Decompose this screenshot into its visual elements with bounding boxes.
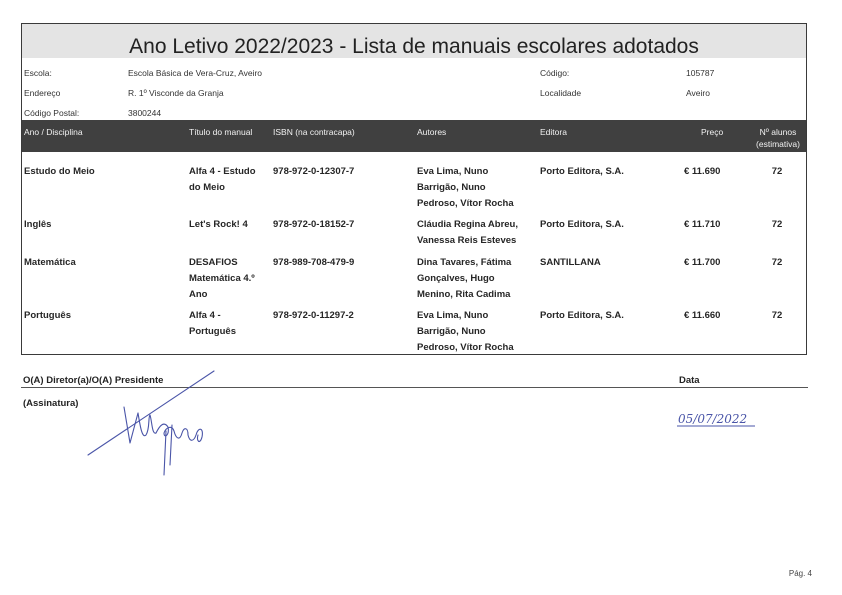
row-autores-line: Pedroso, Vítor Rocha [417, 342, 514, 353]
row-autores-line: Vanessa Reis Esteves [417, 235, 517, 246]
handwritten-signature [80, 365, 220, 480]
codigo-label: Código: [540, 68, 570, 78]
header-alunos: Nº alunos [759, 127, 797, 137]
codigo-postal-label: Código Postal: [24, 108, 80, 118]
assinatura-label: (Assinatura) [23, 398, 79, 409]
row-alunos: 72 [771, 310, 783, 321]
row-preco: € 11.700 [684, 257, 721, 268]
row-titulo-line: Alfa 4 - Estudo [189, 166, 256, 177]
codigo-postal-value: 3800244 [128, 108, 162, 118]
row-isbn: 978-972-0-11297-2 [273, 310, 354, 321]
row-autores-line: Gonçalves, Hugo [417, 273, 495, 284]
header-preco: Preço [701, 127, 724, 137]
row-disciplina: Estudo do Meio [24, 166, 95, 177]
header-disciplina: Ano / Disciplina [24, 127, 83, 137]
endereco-label: Endereço [24, 88, 61, 98]
localidade-value: Aveiro [686, 88, 710, 98]
header-titulo: Título do manual [189, 127, 253, 137]
row-preco: € 11.690 [684, 166, 721, 177]
endereco-value: R. 1º Visconde da Granja [128, 88, 224, 98]
row-titulo-line: Alfa 4 - [189, 310, 221, 321]
row-editora: Porto Editora, S.A. [540, 310, 624, 321]
row-preco: € 11.710 [684, 219, 721, 230]
row-titulo-line: DESAFIOS [189, 257, 238, 268]
row-alunos: 72 [771, 166, 783, 177]
header-isbn: ISBN (na contracapa) [273, 127, 355, 137]
escola-label: Escola: [24, 68, 52, 78]
row-autores-line: Barrigão, Nuno [417, 182, 486, 193]
row-autores-line: Menino, Rita Cadima [417, 289, 511, 300]
row-alunos: 72 [771, 257, 783, 268]
row-titulo-line: Português [189, 326, 236, 337]
row-titulo-line: Ano [189, 289, 208, 300]
row-autores-line: Pedroso, Vítor Rocha [417, 198, 514, 209]
handwritten-date-text: 05/07/2022 [678, 412, 748, 426]
row-autores-line: Eva Lima, Nuno [417, 166, 489, 177]
row-titulo-line: Let's Rock! 4 [189, 219, 248, 230]
handwritten-date [675, 403, 765, 433]
row-autores-line: Dina Tavares, Fátima [417, 257, 512, 268]
director-label: O(A) Diretor(a)/O(A) Presidente [23, 375, 164, 386]
row-isbn: 978-972-0-18152-7 [273, 219, 355, 230]
table-header [22, 120, 806, 152]
document-title: Ano Letivo 2022/2023 - Lista de manuais escolares adotados [22, 24, 806, 58]
row-disciplina: Matemática [24, 257, 76, 268]
row-autores-line: Cláudia Regina Abreu, [417, 219, 518, 230]
row-disciplina: Inglês [24, 219, 52, 230]
row-editora: Porto Editora, S.A. [540, 166, 624, 177]
escola-value: Escola Básica de Vera-Cruz, Aveiro [128, 68, 263, 78]
row-editora: Porto Editora, S.A. [540, 219, 624, 230]
row-autores-line: Eva Lima, Nuno [417, 310, 489, 321]
header-autores: Autores [417, 127, 447, 137]
row-isbn: 978-972-0-12307-7 [273, 166, 355, 177]
localidade-label: Localidade [540, 88, 582, 98]
row-alunos: 72 [771, 219, 783, 230]
page-number: Pág. 4 [788, 569, 812, 578]
row-autores-line: Barrigão, Nuno [417, 326, 486, 337]
row-preco: € 11.660 [684, 310, 721, 321]
manuals-list-frame [21, 23, 807, 355]
row-isbn: 978-989-708-479-9 [273, 257, 355, 268]
row-disciplina: Português [24, 310, 71, 321]
row-titulo-line: do Meio [189, 182, 225, 193]
row-editora: SANTILLANA [540, 257, 601, 268]
header-editora: Editora [540, 127, 567, 137]
header-alunos-sub: (estimativa) [756, 139, 800, 149]
data-label: Data [679, 375, 700, 386]
codigo-value: 105787 [686, 68, 715, 78]
row-titulo-line: Matemática 4.º [189, 273, 255, 284]
